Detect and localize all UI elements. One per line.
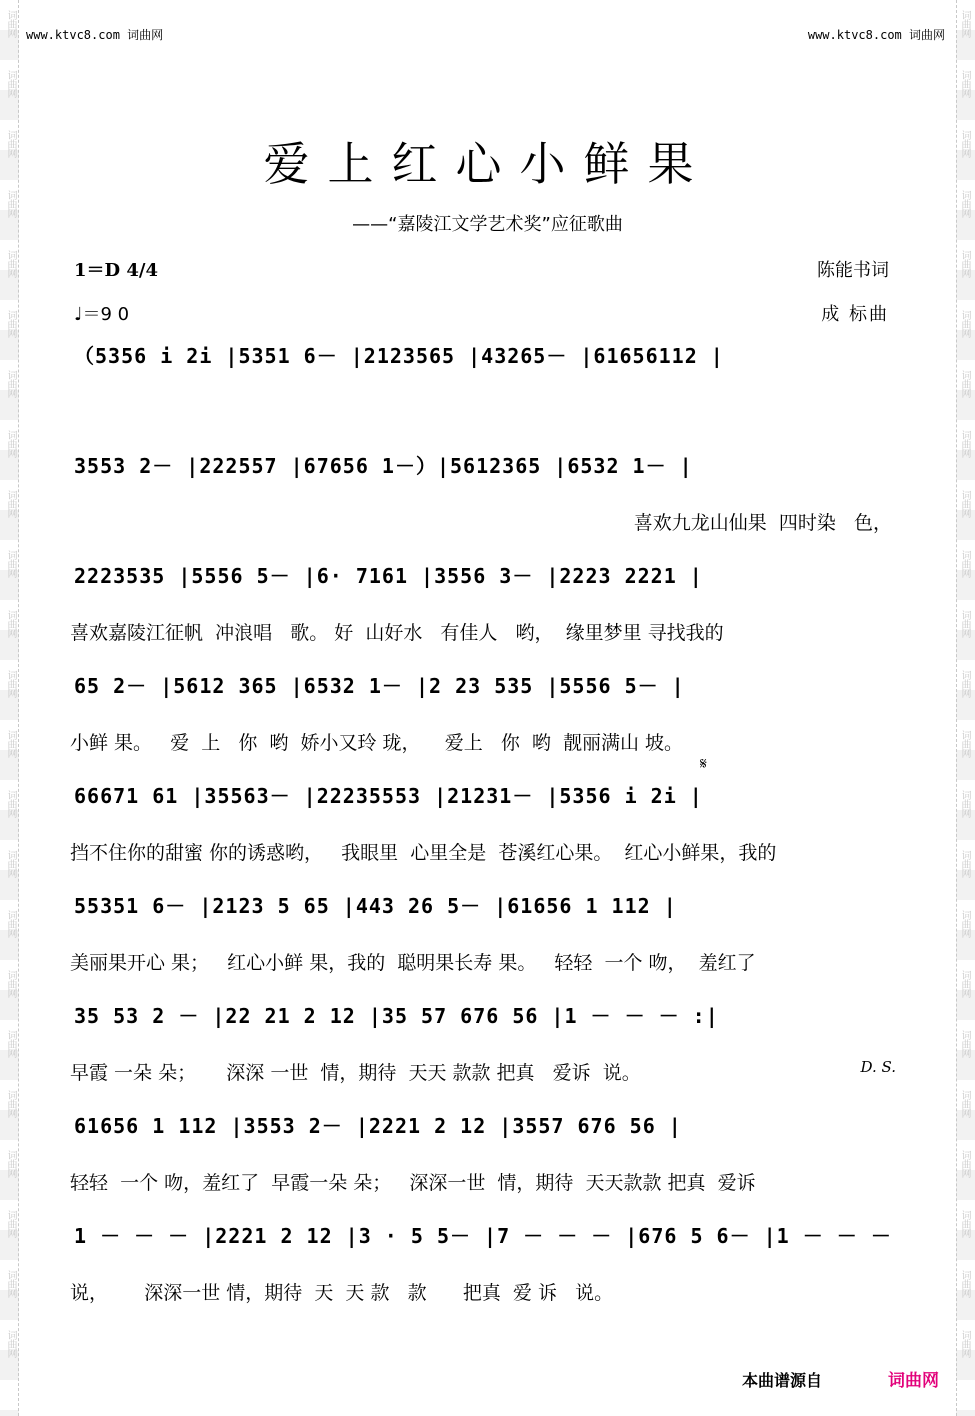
watermark-text: 词曲网 [5,850,16,877]
watermark-text: 词曲网 [959,970,970,997]
lyrics-line: 喜欢九龙山仙果 四时染 色， [633,512,892,534]
watermark-text: 词曲网 [5,10,16,37]
watermark-text: 词曲网 [5,190,16,217]
lyrics-line: 挡不住你的甜蜜 你的诱惑哟， 我眼里 心里全是 苍溪红心果。 红心小鲜果，我的 [70,842,777,864]
segno-sign: 𝄋 [700,754,707,773]
watermark-text: 词曲网 [959,1150,970,1177]
watermark-text: 词曲网 [5,1150,16,1177]
lyrics-line: 喜欢嘉陵江征帆 冲浪唱 歌。 好 山好水 有佳人 哟， 缘里梦里 寻找我的 [70,622,724,644]
watermark-text: 词曲网 [959,130,970,157]
notation-line: 35 53 2 － |22 21 2 12 |35 57 676 56 |1 － － － :| [74,1004,719,1028]
site-url-left[interactable]: www.ktvc8.com 词曲网 [26,28,164,42]
notation-line: （5356 i 2i |5351 6－ |2123565 |43265－ |61656112 | [74,344,724,368]
watermark-text: 词曲网 [959,370,970,397]
watermark-text: 词曲网 [959,1210,970,1237]
lyrics-line: 早霞 一朵 朵； 深深 一世 情，期待 天天 款款 把真 爱诉 说。 [70,1062,641,1084]
dal-segno-marking: D. S. [860,1058,896,1076]
watermark-text: 词曲网 [5,790,16,817]
watermark-text: 词曲网 [959,250,970,277]
footer-brand-logo[interactable]: 词曲网 [888,1371,939,1391]
composer-credit: 成 标曲 [821,304,889,325]
lyrics-line: 轻轻 一个 吻，羞红了 早霞一朵 朵； 深深一世 情，期待 天天款款 把真 爱诉 [70,1172,756,1194]
watermark-text: 词曲网 [959,490,970,517]
watermark-text: 词曲网 [5,610,16,637]
watermark-text: 词曲网 [959,790,970,817]
watermark-text: 词曲网 [5,550,16,577]
notation-line: 61656 1 112 |3553 2－ |2221 2 12 |3557 676 56 | [74,1114,682,1138]
watermark-text: 词曲网 [5,70,16,97]
watermark-text: 词曲网 [5,670,16,697]
notation-line: 1 － － － |2221 2 12 |3 · 5 5－ |7 － － － |676 5 6－ |1 － － － [74,1224,892,1248]
lyrics-line: 说， 深深一世 情，期待 天 天 款 款 把真 爱 诉 说。 [70,1282,614,1304]
watermark-text: 词曲网 [5,250,16,277]
watermark-text: 词曲网 [959,670,970,697]
watermark-text: 词曲网 [5,1030,16,1057]
watermark-text: 词曲网 [5,910,16,937]
notation-line: 55351 6－ |2123 5 65 |443 26 5－ |61656 1 112 | [74,894,677,918]
watermark-text: 词曲网 [959,310,970,337]
lyrics-line: 美丽果开心 果； 红心小鲜 果，我的 聪明果长寿 果。 轻轻 一个 吻， 羞红了 [70,952,756,974]
watermark-text: 词曲网 [5,430,16,457]
watermark-text: 词曲网 [5,1330,16,1357]
watermark-text: 词曲网 [959,70,970,97]
footer-source-label: 本曲谱源自 [742,1371,823,1390]
watermark-text: 词曲网 [959,10,970,37]
watermark-text: 词曲网 [959,910,970,937]
watermark-text: 词曲网 [959,1270,970,1297]
watermark-text: 词曲网 [5,1210,16,1237]
watermark-text: 词曲网 [5,1090,16,1117]
watermark-text: 词曲网 [959,190,970,217]
watermark-text: 词曲网 [5,970,16,997]
watermark-text: 词曲网 [5,490,16,517]
watermark-text: 词曲网 [5,730,16,757]
notation-line: 65 2－ |5612 365 |6532 1－ |2 23 535 |5556 5－ | [74,674,685,698]
watermark-text: 词曲网 [959,430,970,457]
lyricist-credit: 陈能书词 [817,260,889,281]
tempo-marking: ♩＝9 0 [74,304,130,325]
watermark-text: 词曲网 [959,610,970,637]
notation-line: 66671 61 |35563－ |22235553 |21231－ |5356 i 2i | [74,784,703,808]
song-subtitle: ——“嘉陵江文学艺术奖”应征歌曲 [352,214,623,235]
watermark-text: 词曲网 [5,370,16,397]
watermark-text: 词曲网 [959,1090,970,1117]
watermark-text: 词曲网 [5,1270,16,1297]
notation-line: 2223535 |5556 5－ |6· 7161 |3556 3－ |2223 2221 | [74,564,703,588]
watermark-text: 词曲网 [959,1330,970,1357]
watermark-text: 词曲网 [959,850,970,877]
song-title: 爱上红心小鲜果 [263,137,712,191]
notation-line: 3553 2－ |222557 |67656 1－）|5612365 |6532 1－ | [74,454,693,478]
watermark-text: 词曲网 [959,1030,970,1057]
watermark-text: 词曲网 [959,730,970,757]
watermark-text: 词曲网 [959,550,970,577]
lyrics-line: 小鲜 果。 爱 上 你 哟 娇小又玲 珑， 爱上 你 哟 靓丽满山 坡。 [70,732,684,754]
site-url-right[interactable]: www.ktvc8.com 词曲网 [807,28,945,42]
watermark-text: 词曲网 [5,310,16,337]
key-signature: 1＝D 4/4 [74,260,159,281]
watermark-text: 词曲网 [5,130,16,157]
